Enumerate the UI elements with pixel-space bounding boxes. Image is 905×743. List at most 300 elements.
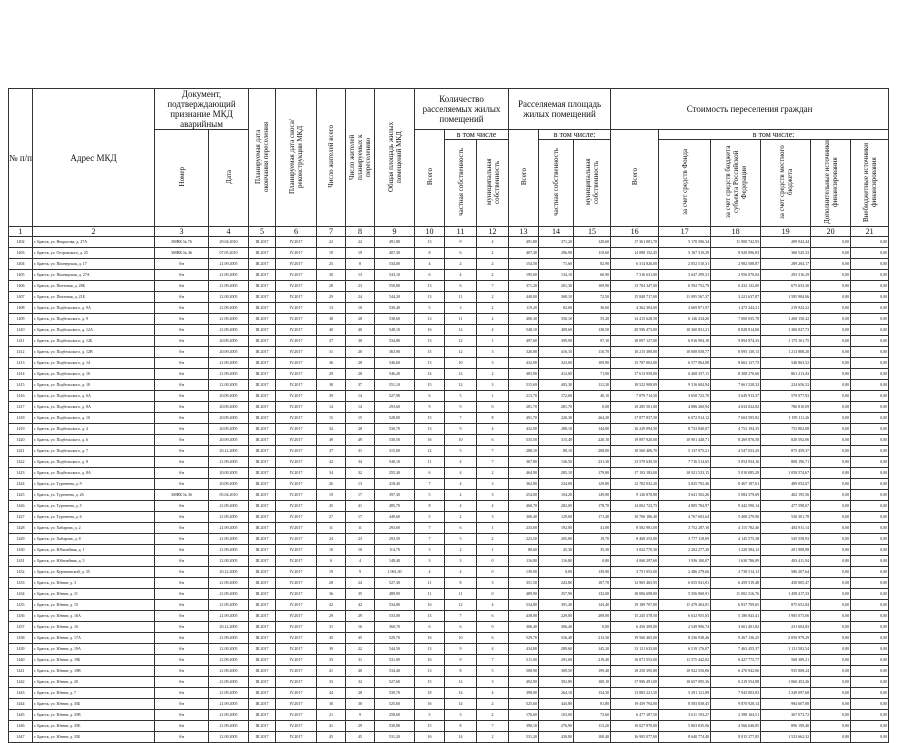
- table-row: [9, 435, 889, 446]
- planned-end-cell: III.2017: [249, 281, 276, 292]
- rooms-municipal-cell: 2: [477, 710, 509, 721]
- col-rooms-private-header: частная собственность: [445, 140, 477, 227]
- total-area-cell: 530,50: [375, 435, 415, 446]
- rooms-municipal-cell: 3: [477, 479, 509, 490]
- residents-total-cell: 34: [317, 468, 346, 479]
- cost-fund-cell: 6 519 176,07: [659, 644, 711, 655]
- cost-extra-cell: 0,00: [811, 314, 851, 325]
- total-area-cell: 544,20: [375, 292, 415, 303]
- residents-total-cell: 45: [317, 633, 346, 644]
- address-cell: г. Братск, ул. Юннат, д. 19В: [33, 666, 155, 677]
- rooms-private-cell: 5: [445, 446, 477, 457]
- doc-number-cell: б/н: [155, 710, 209, 721]
- area-total-cell: 371,20: [509, 281, 539, 292]
- planned-demolition-cell: IV.2017: [276, 721, 317, 732]
- cost-total-cell: 13 883 221,50: [611, 688, 659, 699]
- rooms-total-cell: 13: [415, 424, 445, 435]
- cost-offbudget-cell: 0,00: [851, 435, 889, 446]
- cost-local-budget-cell: 201 908,98: [761, 545, 811, 556]
- area-private-cell: 285,10: [539, 468, 574, 479]
- address-cell: г. Братск, ул. Юннат, д. 35Е: [33, 721, 155, 732]
- planned-end-cell: III.2017: [249, 633, 276, 644]
- col-number: 14: [539, 227, 574, 237]
- rooms-total-cell: 13: [415, 314, 445, 325]
- doc-number-cell: б/н: [155, 391, 209, 402]
- cost-subject-budget-cell: 4 115 782,46: [711, 523, 761, 534]
- cost-extra-cell: 0,00: [811, 710, 851, 721]
- planned-end-cell: III.2017: [249, 710, 276, 721]
- area-private-cell: 392,80: [539, 677, 574, 688]
- doc-date-cell: 20.12.2005: [209, 567, 249, 578]
- cost-subject-budget-cell: 1 473 244,21: [711, 303, 761, 314]
- table-row: [9, 457, 889, 468]
- cost-local-budget-cell: 753 802,08: [761, 424, 811, 435]
- area-municipal-cell: 134,30: [574, 688, 611, 699]
- col-number: 16: [611, 227, 659, 237]
- cost-local-budget-cell: 1 905 073,06: [761, 611, 811, 622]
- table-row: [9, 391, 889, 402]
- row-number-cell: 1405: [9, 270, 33, 281]
- rooms-total-cell: 16: [415, 600, 445, 611]
- table-row: [9, 314, 889, 325]
- area-total-cell: 119,20: [509, 303, 539, 314]
- residents-planned-cell: 24: [346, 578, 375, 589]
- doc-date-cell: 21.09.2005: [209, 644, 249, 655]
- cost-extra-cell: 0,00: [811, 237, 851, 248]
- doc-number-cell: б/н: [155, 699, 209, 710]
- area-total-cell: 351,50: [509, 578, 539, 589]
- doc-number-cell: б/н: [155, 413, 209, 424]
- planned-end-cell: III.2017: [249, 699, 276, 710]
- area-private-cell: 399,90: [539, 336, 574, 347]
- col-number: 15: [574, 227, 611, 237]
- area-total-cell: 398,00: [509, 688, 539, 699]
- residents-planned-cell: 37: [346, 380, 375, 391]
- rooms-municipal-cell: 1: [477, 523, 509, 534]
- rooms-total-cell: 15: [415, 380, 445, 391]
- rooms-municipal-cell: 3: [477, 358, 509, 369]
- residents-total-cell: 36: [317, 358, 346, 369]
- residents-planned-cell: 29: [346, 611, 375, 622]
- planned-demolition-cell: IV.2017: [276, 270, 317, 281]
- doc-date-cell: 20.09.2005: [209, 402, 249, 413]
- table-body: [9, 237, 889, 743]
- row-number-cell: 1440: [9, 655, 33, 666]
- cost-local-budget-cell: 224 656,52: [761, 380, 811, 391]
- doc-date-cell: 20.12.2005: [209, 446, 249, 457]
- address-cell: г. Братск, ул. Подбельского, д. 8: [33, 457, 155, 468]
- doc-date-cell: 21.09.2005: [209, 281, 249, 292]
- planned-end-cell: III.2017: [249, 655, 276, 666]
- table-row: [9, 710, 889, 721]
- area-private-cell: 412,00: [539, 369, 574, 380]
- row-number-cell: 1434: [9, 589, 33, 600]
- doc-date-cell: 29.04.2010: [209, 237, 249, 248]
- area-municipal-cell: 220,10: [574, 435, 611, 446]
- rooms-municipal-cell: 2: [477, 468, 509, 479]
- rooms-municipal-cell: 1: [477, 391, 509, 402]
- cost-offbudget-cell: 0,00: [851, 501, 889, 512]
- cost-extra-cell: 0,00: [811, 391, 851, 402]
- total-area-cell: 538,60: [375, 314, 415, 325]
- area-private-cell: 323,00: [539, 358, 574, 369]
- doc-date-cell: 21.09.2005: [209, 578, 249, 589]
- col-extra-sources-header: Дополнительные источники финансирования: [811, 140, 851, 227]
- cost-total-cell: 12 782 032,20: [611, 479, 659, 490]
- residents-planned-cell: 10: [346, 545, 375, 556]
- planned-end-cell: III.2017: [249, 292, 276, 303]
- resettlement-table: [8, 88, 889, 743]
- area-total-cell: 432,90: [509, 424, 539, 435]
- area-total-cell: 438,00: [509, 611, 539, 622]
- address-cell: г. Братск, ул. Тургенева, д. 5: [33, 501, 155, 512]
- table-row: [9, 468, 889, 479]
- rooms-municipal-cell: 4: [477, 644, 509, 655]
- cost-extra-cell: 0,00: [811, 380, 851, 391]
- cost-offbudget-cell: 0,00: [851, 721, 889, 732]
- table-header: [9, 89, 889, 237]
- cost-total-cell: 17 996 491,00: [611, 677, 659, 688]
- row-number-cell: 1447: [9, 732, 33, 743]
- residents-planned-cell: 13: [346, 479, 375, 490]
- row-number-cell: 1439: [9, 644, 33, 655]
- cost-offbudget-cell: 0,00: [851, 699, 889, 710]
- residents-planned-cell: 28: [346, 314, 375, 325]
- rooms-private-cell: 5: [445, 534, 477, 545]
- rooms-municipal-cell: 4: [477, 501, 509, 512]
- planned-end-cell: III.2017: [249, 677, 276, 688]
- cost-offbudget-cell: 0,00: [851, 457, 889, 468]
- planned-demolition-cell: IV.2017: [276, 710, 317, 721]
- cost-extra-cell: 0,00: [811, 545, 851, 556]
- table-row: [9, 578, 889, 589]
- row-number-cell: 1414: [9, 369, 33, 380]
- cost-fund-cell: 10 901 448,71: [659, 435, 711, 446]
- planned-demolition-cell: IV.2017: [276, 281, 317, 292]
- cost-local-budget-cell: 493 411,94: [761, 556, 811, 567]
- cost-offbudget-cell: 0,00: [851, 556, 889, 567]
- cost-local-budget-cell: 935 808,24: [761, 666, 811, 677]
- doc-number-cell: б/н: [155, 314, 209, 325]
- residents-planned-cell: 4: [346, 556, 375, 567]
- table-row: [9, 292, 889, 303]
- cost-total-cell: 8 582 981,00: [611, 523, 659, 534]
- table-row: [9, 347, 889, 358]
- planned-demolition-cell: IV.2017: [276, 699, 317, 710]
- area-total-cell: 548,10: [509, 325, 539, 336]
- area-private-cell: 281,70: [539, 402, 574, 413]
- doc-number-cell: б/н: [155, 259, 209, 270]
- planned-demolition-cell: IV.2017: [276, 567, 317, 578]
- cost-total-cell: 4 060 297,60: [611, 556, 659, 567]
- row-number-cell: 1443: [9, 688, 33, 699]
- cost-offbudget-cell: 0,00: [851, 325, 889, 336]
- residents-planned-cell: 42: [346, 600, 375, 611]
- table-row: [9, 501, 889, 512]
- planned-end-cell: III.2017: [249, 259, 276, 270]
- planned-end-cell: III.2017: [249, 523, 276, 534]
- area-municipal-cell: 19,70: [574, 534, 611, 545]
- cost-local-budget-cell: 1 050 574,67: [761, 468, 811, 479]
- cost-local-budget-cell: 289 942,44: [761, 237, 811, 248]
- table-row: [9, 622, 889, 633]
- total-area-cell: 534,00: [375, 259, 415, 270]
- cost-fund-cell: 5 863 035,06: [659, 721, 711, 732]
- cost-extra-cell: 0,00: [811, 424, 851, 435]
- table-row: [9, 556, 889, 567]
- doc-number-cell: б/н: [155, 545, 209, 556]
- doc-number-cell: б/н: [155, 336, 209, 347]
- rooms-total-cell: 13: [415, 292, 445, 303]
- area-private-cell: 0,00: [539, 567, 574, 578]
- col-rooms-total-header: Всего: [415, 130, 445, 227]
- col-number: 21: [851, 227, 889, 237]
- cost-total-cell: 6 456 309,00: [611, 622, 659, 633]
- area-private-cell: 71,60: [539, 259, 574, 270]
- col-number: 7: [317, 227, 346, 237]
- cost-subject-budget-cell: 7 604 595,82: [711, 413, 761, 424]
- residents-planned-cell: 28: [346, 688, 375, 699]
- residents-total-cell: 14: [317, 402, 346, 413]
- planned-end-cell: III.2017: [249, 644, 276, 655]
- rooms-municipal-cell: 0: [477, 402, 509, 413]
- area-municipal-cell: 120,60: [574, 237, 611, 248]
- cost-extra-cell: 0,00: [811, 303, 851, 314]
- cost-total-cell: 10 215 380,00: [611, 347, 659, 358]
- planned-demolition-cell: IV.2017: [276, 402, 317, 413]
- rooms-municipal-cell: 2: [477, 259, 509, 270]
- rooms-municipal-cell: 2: [477, 248, 509, 259]
- cost-subject-budget-cell: 9 894 974,33: [711, 336, 761, 347]
- table-row: [9, 677, 889, 688]
- cost-total-cell: 17 877 837,50: [611, 413, 659, 424]
- table-row: [9, 534, 889, 545]
- address-cell: г. Братск, ул. Подбельского, д. 12Б: [33, 336, 155, 347]
- residents-planned-cell: 8: [346, 259, 375, 270]
- area-municipal-cell: 60,90: [574, 270, 611, 281]
- cost-extra-cell: 0,00: [811, 325, 851, 336]
- doc-number-cell: б/н: [155, 369, 209, 380]
- cost-subject-budget-cell: 1 630 786,09: [711, 556, 761, 567]
- planned-demolition-cell: IV.2017: [276, 457, 317, 468]
- planned-demolition-cell: IV.2017: [276, 435, 317, 446]
- area-municipal-cell: 171,40: [574, 512, 611, 523]
- residents-planned-cell: 45: [346, 732, 375, 743]
- planned-demolition-cell: IV.2017: [276, 523, 317, 534]
- area-municipal-cell: 0,00: [574, 402, 611, 413]
- planned-end-cell: III.2017: [249, 589, 276, 600]
- rooms-total-cell: 16: [415, 325, 445, 336]
- residents-total-cell: 28: [317, 578, 346, 589]
- cost-extra-cell: 0,00: [811, 457, 851, 468]
- cost-total-cell: 13 121 633,00: [611, 644, 659, 655]
- doc-date-cell: 20.09.2005: [209, 391, 249, 402]
- address-cell: г. Братск, ул. Юннат, д. 35Б: [33, 732, 155, 743]
- col-number: 12: [477, 227, 509, 237]
- cost-fund-cell: 5 137 975,21: [659, 446, 711, 457]
- residents-total-cell: 22: [317, 237, 346, 248]
- area-municipal-cell: 109,90: [574, 358, 611, 369]
- cost-local-budget-cell: 579 077,93: [761, 391, 811, 402]
- row-number-cell: 1445: [9, 710, 33, 721]
- area-total-cell: 254,00: [509, 490, 539, 501]
- planned-end-cell: III.2017: [249, 358, 276, 369]
- table-row: [9, 413, 889, 424]
- total-area-cell: 534,80: [375, 600, 415, 611]
- area-municipal-cell: 55,20: [574, 314, 611, 325]
- doc-number-cell: б/н: [155, 347, 209, 358]
- rooms-municipal-cell: 4: [477, 600, 509, 611]
- doc-date-cell: 21.09.2005: [209, 655, 249, 666]
- area-private-cell: 291,60: [539, 655, 574, 666]
- area-municipal-cell: 41,00: [574, 523, 611, 534]
- col-number: 3: [155, 227, 209, 237]
- planned-demolition-cell: IV.2017: [276, 490, 317, 501]
- cost-local-budget-cell: 861 213,43: [761, 369, 811, 380]
- rooms-total-cell: 16: [415, 435, 445, 446]
- row-number-cell: 1430: [9, 545, 33, 556]
- area-municipal-cell: 97,10: [574, 336, 611, 347]
- area-municipal-cell: 129,80: [574, 479, 611, 490]
- rooms-private-cell: 6: [445, 622, 477, 633]
- total-area-cell: 534,80: [375, 336, 415, 347]
- residents-total-cell: 31: [317, 622, 346, 633]
- cost-fund-cell: 3 647 299,31: [659, 270, 711, 281]
- address-cell: г. Братск, ул. Подбельского, д. 10: [33, 413, 155, 424]
- total-area-cell: 530,40: [375, 303, 415, 314]
- doc-date-cell: 21.09.2005: [209, 303, 249, 314]
- cost-extra-cell: 0,00: [811, 248, 851, 259]
- area-municipal-cell: 110,70: [574, 347, 611, 358]
- planned-demolition-cell: IV.2017: [276, 336, 317, 347]
- planned-end-cell: III.2017: [249, 347, 276, 358]
- planned-end-cell: III.2017: [249, 303, 276, 314]
- cost-offbudget-cell: 0,00: [851, 237, 889, 248]
- rooms-municipal-cell: 0: [477, 556, 509, 567]
- area-municipal-cell: 72,50: [574, 292, 611, 303]
- address-cell: г. Братск, ул. Некрасова, д. 27А: [33, 237, 155, 248]
- area-total-cell: 176,60: [509, 710, 539, 721]
- planned-demolition-cell: IV.2017: [276, 732, 317, 743]
- table-row: [9, 402, 889, 413]
- cost-total-cell: 16 229 094,50: [611, 424, 659, 435]
- cost-extra-cell: 0,00: [811, 468, 851, 479]
- total-area-cell: 527,60: [375, 677, 415, 688]
- rooms-private-cell: 2: [445, 490, 477, 501]
- planned-demolition-cell: IV.2017: [276, 666, 317, 677]
- rooms-private-cell: 12: [445, 369, 477, 380]
- cost-subject-budget-cell: 8 663 127,75: [711, 358, 761, 369]
- doc-number-cell: б/н: [155, 303, 209, 314]
- rooms-private-cell: 2: [445, 259, 477, 270]
- area-municipal-cell: 100,10: [574, 677, 611, 688]
- doc-number-cell: б/н: [155, 358, 209, 369]
- residents-total-cell: 38: [317, 380, 346, 391]
- address-cell: г. Братск, ул. Тургенева, д. 9: [33, 479, 155, 490]
- planned-end-cell: III.2017: [249, 545, 276, 556]
- col-doc-number-header: Номер: [155, 130, 209, 227]
- cost-local-budget-cell: 896 199,40: [761, 721, 811, 732]
- cost-extra-cell: 0,00: [811, 281, 851, 292]
- table-row: [9, 325, 889, 336]
- cost-offbudget-cell: 0,00: [851, 270, 889, 281]
- rooms-private-cell: 4: [445, 501, 477, 512]
- cost-extra-cell: 0,00: [811, 600, 851, 611]
- cost-subject-budget-cell: 11 002 316,76: [711, 589, 761, 600]
- rooms-total-cell: 6: [415, 391, 445, 402]
- planned-end-cell: III.2017: [249, 567, 276, 578]
- cost-total-cell: 3 022 770,30: [611, 545, 659, 556]
- doc-date-cell: 21.09.2005: [209, 666, 249, 677]
- rooms-private-cell: 14: [445, 699, 477, 710]
- planned-demolition-cell: IV.2017: [276, 600, 317, 611]
- area-municipal-cell: 231,30: [574, 457, 611, 468]
- cost-offbudget-cell: 0,00: [851, 303, 889, 314]
- area-private-cell: 234,00: [539, 479, 574, 490]
- residents-planned-cell: 22: [346, 237, 375, 248]
- row-number-cell: 1416: [9, 391, 33, 402]
- residents-planned-cell: 10: [346, 303, 375, 314]
- planned-end-cell: III.2017: [249, 622, 276, 633]
- table-row: [9, 589, 889, 600]
- planned-end-cell: III.2017: [249, 380, 276, 391]
- rooms-private-cell: 9: [445, 402, 477, 413]
- residents-total-cell: 10: [317, 545, 346, 556]
- cost-total-cell: 20 596 473,00: [611, 325, 659, 336]
- cost-fund-cell: 3 641 502,26: [659, 490, 711, 501]
- cost-extra-cell: 0,00: [811, 644, 851, 655]
- col-number: 4: [209, 227, 249, 237]
- cost-total-cell: 18 097 127,00: [611, 336, 659, 347]
- cost-fund-cell: 4 886 260,94: [659, 402, 711, 413]
- planned-end-cell: III.2017: [249, 435, 276, 446]
- doc-date-cell: 21.09.2005: [209, 270, 249, 281]
- residents-total-cell: 29: [317, 611, 346, 622]
- cost-offbudget-cell: 0,00: [851, 391, 889, 402]
- area-total-cell: 406,30: [509, 314, 539, 325]
- area-private-cell: 192,00: [539, 523, 574, 534]
- area-municipal-cell: 40,10: [574, 391, 611, 402]
- residents-planned-cell: 14: [346, 391, 375, 402]
- residents-total-cell: 6: [317, 556, 346, 567]
- total-area-cell: 540,10: [375, 457, 415, 468]
- planned-demolition-cell: IV.2017: [276, 391, 317, 402]
- planned-end-cell: III.2017: [249, 600, 276, 611]
- area-municipal-cell: 0,00: [574, 622, 611, 633]
- address-cell: г. Братск, ул. Подбельского, д. 14: [33, 358, 155, 369]
- doc-date-cell: 21.09.2005: [209, 556, 249, 567]
- cost-extra-cell: 0,00: [811, 732, 851, 743]
- rooms-private-cell: 7: [445, 611, 477, 622]
- residents-planned-cell: 30: [346, 699, 375, 710]
- doc-date-cell: 21.09.2005: [209, 721, 249, 732]
- table-row: [9, 721, 889, 732]
- rooms-total-cell: 14: [415, 369, 445, 380]
- total-area-cell: 485,70: [375, 501, 415, 512]
- cost-subject-budget-cell: 6 219 554,88: [711, 677, 761, 688]
- area-total-cell: 508,90: [509, 666, 539, 677]
- rooms-municipal-cell: 2: [477, 303, 509, 314]
- planned-end-cell: III.2017: [249, 534, 276, 545]
- residents-total-cell: 13: [317, 303, 346, 314]
- cost-offbudget-cell: 0,00: [851, 380, 889, 391]
- cost-local-budget-cell: 586 207,64: [761, 567, 811, 578]
- cost-offbudget-cell: 0,00: [851, 281, 889, 292]
- planned-end-cell: III.2017: [249, 732, 276, 743]
- area-total-cell: 233,00: [509, 523, 539, 534]
- doc-number-cell: б/н: [155, 589, 209, 600]
- col-address-header: Адрес МКД: [33, 89, 155, 227]
